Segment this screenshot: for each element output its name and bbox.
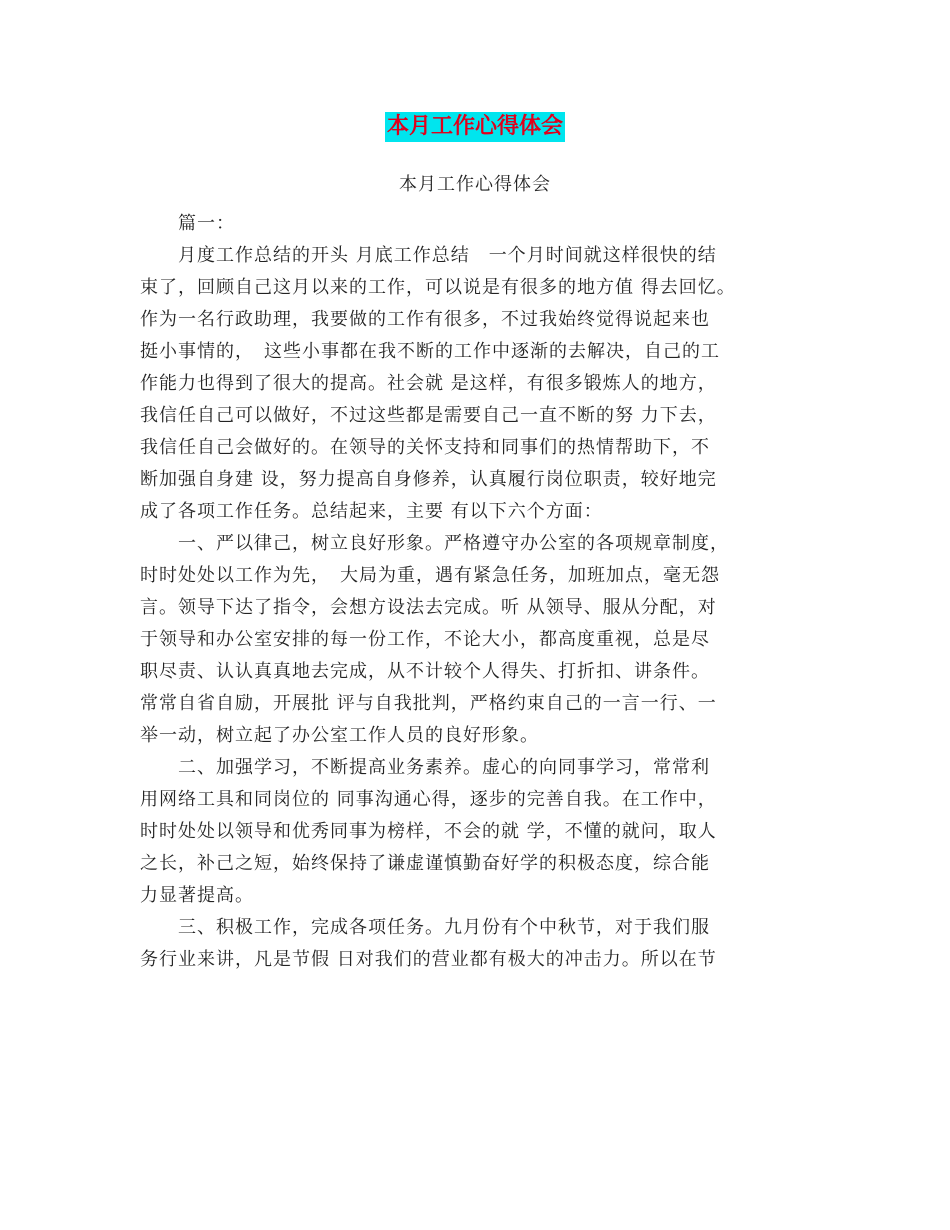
body-line: 我信任自己会做好的。在领导的关怀支持和同事们的热情帮助下，不 bbox=[140, 437, 710, 458]
body-line: 三、积极工作，完成各项任务。九月份有个中秋节，对于我们服 bbox=[140, 917, 710, 938]
body-line: 我信任自己可以做好，不过这些都是需要自己一直不断的努 力下去， bbox=[140, 405, 717, 426]
body-line: 成了各项工作任务。总结起来，主要 有以下六个方面： bbox=[140, 501, 603, 522]
body-line: 力显著提高。 bbox=[140, 885, 254, 906]
body-line: 常常自省自励，开展批 评与自我批判，严格约束自己的一言一行、一 bbox=[140, 693, 717, 714]
body-line: 用网络工具和同岗位的 同事沟通心得，逐步的完善自我。在工作中， bbox=[140, 789, 717, 810]
body-line: 职尽责、认认真真地去完成，从不计较个人得失、打折扣、讲条件。 bbox=[140, 661, 710, 682]
body-line: 时时处处以领导和优秀同事为榜样，不会的就 学，不懂的就问，取人 bbox=[140, 821, 717, 842]
body-line: 二、加强学习，不断提高业务素养。虚心的向同事学习，常常利 bbox=[140, 757, 710, 778]
body-line: 束了，回顾自己这月以来的工作，可以说是有很多的地方值 得去回忆。 bbox=[140, 277, 736, 298]
title-container bbox=[0, 112, 950, 142]
body-line: 务行业来讲，凡是节假 日对我们的营业都有极大的冲击力。所以在节 bbox=[140, 949, 717, 970]
body-line: 言。领导下达了指令，会想方设法去完成。听 从领导、服从分配，对 bbox=[140, 597, 717, 618]
document-subtitle: 本月工作心得体会 bbox=[399, 174, 551, 195]
body-line: 于领导和办公室安排的每一份工作，不论大小，都高度重视，总是尽 bbox=[140, 629, 710, 650]
body-line: 篇一： bbox=[140, 213, 235, 234]
body-line: 作为一名行政助理，我要做的工作有很多，不过我始终觉得说起来也 bbox=[140, 309, 710, 330]
body-line: 月度工作总结的开头 月底工作总结 一个月时间就这样很快的结 bbox=[140, 245, 717, 266]
body-line: 时时处处以工作为先， 大局为重，遇有紧急任务，加班加点，毫无怨 bbox=[140, 565, 720, 586]
body-line: 一、严以律己，树立良好形象。严格遵守办公室的各项规章制度， bbox=[140, 533, 729, 554]
body-line: 之长，补己之短，始终保持了谦虚谨慎勤奋好学的积极态度，综合能 bbox=[140, 853, 710, 874]
body-line: 作能力也得到了很大的提高。社会就 是这样，有很多锻炼人的地方， bbox=[140, 373, 717, 394]
body-line: 断加强自身建 设，努力提高自身修养，认真履行岗位职责，较好地完 bbox=[140, 469, 717, 490]
body-line: 挺小事情的， 这些小事都在我不断的工作中逐渐的去解决，自己的工 bbox=[140, 341, 720, 362]
document-title: 本月工作心得体会 bbox=[385, 112, 565, 142]
body-line: 举一动，树立起了办公室工作人员的良好形象。 bbox=[140, 725, 539, 746]
document-body bbox=[140, 180, 810, 976]
